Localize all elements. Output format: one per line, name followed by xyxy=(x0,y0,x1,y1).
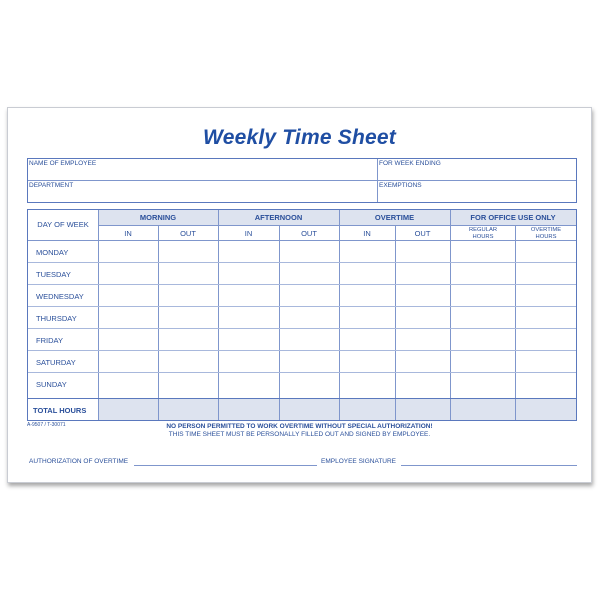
morning-in-header: IN xyxy=(124,229,132,238)
overtime-in-header: IN xyxy=(363,229,371,238)
department-field[interactable] xyxy=(28,181,377,202)
morning-header: MORNING xyxy=(139,213,177,222)
signature-notice: THIS TIME SHEET MUST BE PERSONALLY FILLED OUT AND SIGNED BY EMPLOYEE. xyxy=(168,431,431,438)
day-label: WEDNESDAY xyxy=(36,292,84,301)
week-ending-label: FOR WEEK ENDING xyxy=(379,160,441,167)
afternoon-out-header: OUT xyxy=(301,229,317,238)
employee-name-field[interactable] xyxy=(28,159,377,180)
row-divider xyxy=(98,225,576,226)
time-table xyxy=(27,209,577,421)
employee-name-label: NAME OF EMPLOYEE xyxy=(29,160,97,167)
day-label: THURSDAY xyxy=(36,314,77,323)
day-label: FRIDAY xyxy=(36,336,63,345)
employee-signature-line[interactable] xyxy=(401,465,577,466)
form-title: Weekly Time Sheet xyxy=(203,126,396,149)
office-use-header: FOR OFFICE USE ONLY xyxy=(470,213,556,222)
time-entry-cells[interactable] xyxy=(99,241,576,398)
overtime-hours-header: OVERTIME HOURS xyxy=(530,227,562,240)
day-label: SUNDAY xyxy=(36,380,67,389)
authorization-line[interactable] xyxy=(134,465,317,466)
employee-signature-label: EMPLOYEE SIGNATURE xyxy=(321,458,397,465)
day-label: SATURDAY xyxy=(36,358,76,367)
overtime-warning: NO PERSON PERMITTED TO WORK OVERTIME WITHOUT SPECIAL AUTHORIZATION! xyxy=(166,423,433,430)
overtime-header: OVERTIME xyxy=(374,213,415,222)
regular-hours-header: REGULAR HOURS xyxy=(468,227,498,240)
total-row-band xyxy=(98,398,576,420)
authorization-label: AUTHORIZATION OF OVERTIME xyxy=(29,458,129,465)
day-label: TUESDAY xyxy=(36,270,71,279)
time-sheet-form xyxy=(7,107,592,483)
morning-out-header: OUT xyxy=(180,229,196,238)
form-number: A-9507 / T-30071 xyxy=(27,422,66,428)
exemptions-label: EXEMPTIONS xyxy=(379,182,422,189)
week-ending-field[interactable] xyxy=(378,159,576,180)
overtime-out-header: OUT xyxy=(414,229,431,238)
day-label: MONDAY xyxy=(36,248,69,257)
row-divider xyxy=(28,398,576,399)
afternoon-header: AFTERNOON xyxy=(254,213,303,222)
exemptions-field[interactable] xyxy=(378,181,576,202)
afternoon-in-header: IN xyxy=(244,229,253,238)
department-label: DEPARTMENT xyxy=(29,182,74,189)
employee-info-box xyxy=(27,158,577,203)
total-hours-label: TOTAL HOURS xyxy=(33,406,87,415)
day-of-week-header: DAY OF WEEK xyxy=(37,220,89,229)
